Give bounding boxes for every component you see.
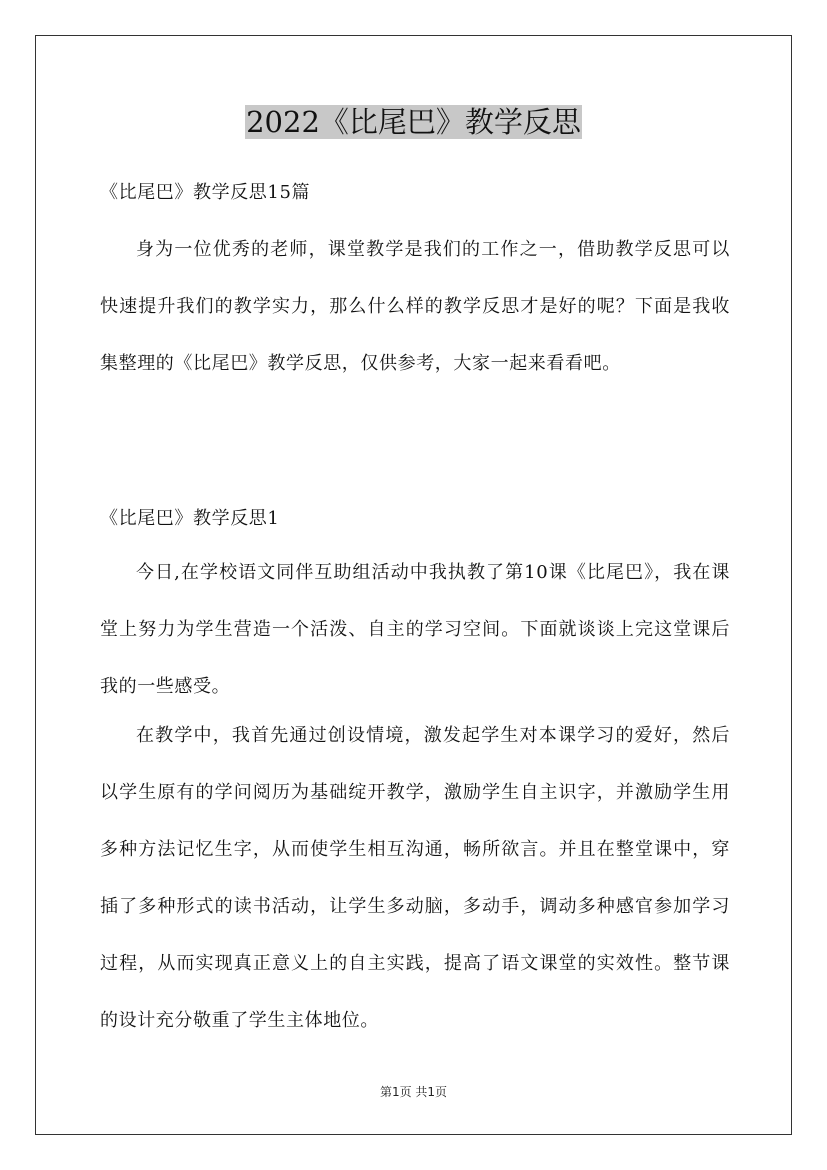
document-title-text: 2022《比尾巴》教学反思 [246,105,581,139]
intro-paragraph: 身为一位优秀的老师，课堂教学是我们的工作之一，借助教学反思可以快速提升我们的教学实力，那么什么样的教学反思才是好的呢？下面是我收集整理的《比尾巴》教学反思，仅供参考，大家一起来看看吧。 [100,239,730,374]
section-heading: 《比尾巴》教学反思1 [100,508,280,529]
document-subtitle: 《比尾巴》教学反思15篇 [100,182,311,203]
document-title [0,100,827,144]
page-number: 第1页 共1页 [379,1085,448,1099]
section-paragraph: 今日,在学校语文同伴互助组活动中我执教了第10课《比尾巴》，我在课堂上努力为学生营造一个活泼、自主的学习空间。下面就谈谈上完这堂课后我的一些感受。 [100,562,730,697]
section-paragraph: 在教学中，我首先通过创设情境，激发起学生对本课学习的爱好，然后以学生原有的学问阅历为基础绽开教学，激励学生自主识字，并激励学生用多种方法记忆生字，从而使学生相互沟通，畅所欲言。并且在整堂课中，穿插了多种形式的读书活动，让学生多动脑，多动手，调动多种感官参加学习过程，从而实现真正意义上的自主实践，提高了语文课堂的实效性。整节课的设计充分敬重了学生主体地位。 [100,725,730,1031]
